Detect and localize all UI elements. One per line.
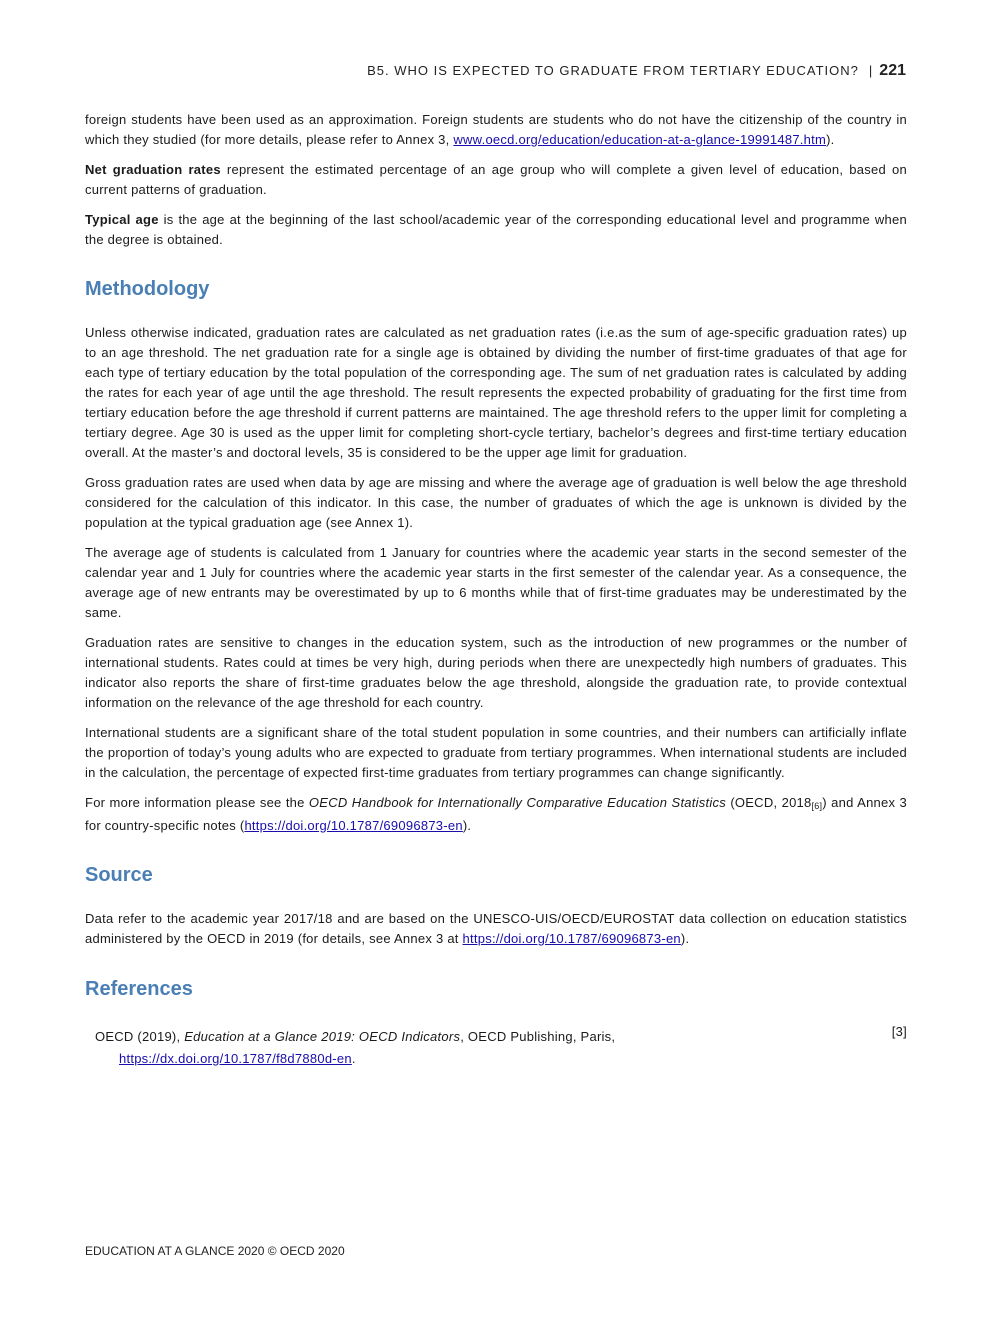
citation-number: [6] <box>811 801 823 811</box>
definition-term: Typical age <box>85 212 159 227</box>
typical-age-definition: Typical age is the age at the beginning of the last school/academic year of the corresponding educational level and programme when the degree is obtained. <box>85 212 907 247</box>
net-graduation-rates-definition: Net graduation rates represent the estimated percentage of an age group who will complete a given level of education, based on current patterns of graduation. <box>85 162 907 197</box>
methodology-heading: Methodology <box>85 278 210 300</box>
source-heading: Source <box>85 864 153 886</box>
methodology-more-info: For more information please see the OECD Handbook for Internationally Comparative Education Statistics (OECD, $2018_{[6]}$) and Annex 3 for country-specific notes (https://doi.org/10.1787/69096873-en). <box>85 795 908 833</box>
reference-doi-link[interactable]: https://dx.doi.org/10.1787/f8d7880d-en <box>119 1051 352 1066</box>
methodology-paragraph: Unless otherwise indicated, graduation rates are calculated as net graduation rates (i.e.as the sum of age-specific graduation rates) up to an age threshold. The net graduation rate for a single age is obtained by dividing the number of first-time graduates of that age for each type of tertiary education by the total population of the corresponding age. The sum of net graduation rates is calculated by adding the rates for each year of age until the age threshold. The result represents the expected probability of graduating for the first time from tertiary education before the age threshold if current patterns are maintained. The age threshold refers to the upper limit for completing a tertiary degree. Age 30 is used as the upper limit for completing short-cycle tertiary, bachelor’s degrees and first-time tertiary education overall. At the master’s and doctoral levels, 35 is considered to be the upper age limit for graduation. <box>85 325 907 460</box>
methodology-paragraph: Gross graduation rates are used when data by age are missing and where the average age of graduation is well below the age threshold considered for the calculation of this indicator. In this case, the number of graduates of which the age is unknown is divided by the population at the typical graduation age (see Annex 1). <box>85 475 907 530</box>
handbook-title: OECD Handbook for Internationally Comparative Education Statistics <box>308 795 727 810</box>
reference-number: [3] <box>891 1024 907 1039</box>
header-separator: | <box>868 63 874 78</box>
page-footer: EDUCATION AT A GLANCE 2020 © OECD 2020 <box>85 1244 345 1258</box>
intro-paragraph-1: foreign students have been used as an approximation. Foreign students are students who do not have the citizenship of the country in which they studied (for more details, please refer to Annex 3, www.oecd.org/education/education-at-a-glance-19991487.htm). <box>85 112 907 147</box>
methodology-paragraph: International students are a significant share of the total student population in some countries, and their numbers can artificially inflate the proportion of today’s young adults who are expected to graduate from tertiary programmes. When international students are included in the calculation, the percentage of expected first-time graduates from tertiary programmes can change significantly. <box>85 725 907 780</box>
running-header <box>367 62 906 80</box>
references-heading: References <box>85 978 193 1000</box>
chapter-title: B5. WHO IS EXPECTED TO GRADUATE FROM TERTIARY EDUCATION? <box>367 63 859 78</box>
reference-entry: [3] OECD (2019), Education at a Glance 2019: OECD Indicators, OECD Publishing, Paris, https://dx.doi.org/10.1787/f8d7880d-en. <box>85 1026 907 1070</box>
education-at-a-glance-link[interactable]: www.oecd.org/education/education-at-a-glance-19991487.htm <box>453 132 827 147</box>
page-number: 221 <box>879 62 906 79</box>
methodology-paragraph: The average age of students is calculated from 1 January for countries where the academic year starts in the second semester of the calendar year and 1 July for countries where the academic year starts in the first semester of the calendar year. As a consequence, the average age of new entrants may be overestimated by up to 6 months while that of first-time graduates may be underestimated by the same. <box>85 545 907 620</box>
definition-term: Net graduation rates <box>85 162 221 177</box>
annex-link[interactable]: https://doi.org/10.1787/69096873-en <box>462 931 681 946</box>
source-paragraph: Data refer to the academic year 2017/18 and are based on the UNESCO-UIS/OECD/EUROSTAT data collection on education statistics administered by the OECD in 2019 (for details, see Annex 3 at https://doi.org/10.1787/69096873-en). <box>85 911 907 946</box>
methodology-paragraph: Graduation rates are sensitive to changes in the education system, such as the introduction of new programmes or the number of international students. Rates could at times be very high, during periods when there are unexpectedly high numbers of graduates. This indicator also reports the share of first-time graduates below the age threshold, alongside the graduation rate, to provide contextual information on the relevance of the age threshold for each country. <box>85 635 907 710</box>
country-notes-link[interactable]: https://doi.org/10.1787/69096873-en <box>244 818 463 833</box>
page-body <box>85 110 907 1070</box>
reference-title: Education at a Glance 2019: OECD Indicators <box>184 1029 461 1044</box>
